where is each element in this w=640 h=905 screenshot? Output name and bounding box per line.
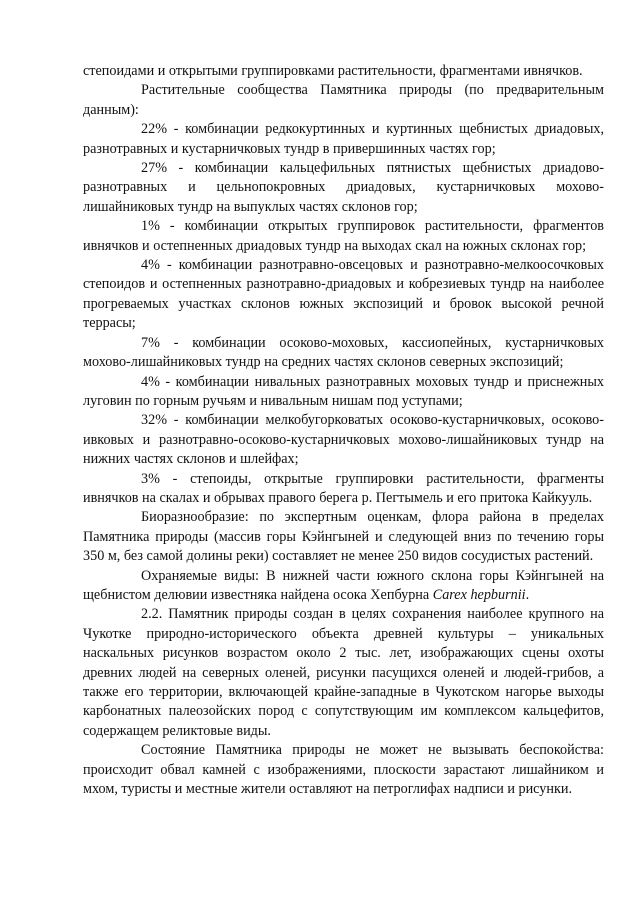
paragraph-plant-communities-intro: Растительные сообщества Памятника природы (по предварительным данным): — [83, 82, 604, 118]
list-item-4-percent-nival: 4% - комбинации нивальных разнотравных моховых тундр и приснежных луговин по горным ручьям и нивальным нишам под уступами; — [83, 373, 604, 409]
list-item-22-percent: 22% - комбинации редкокуртинных и куртинных щебнистых дриадовых, разнотравных и кустарничковых тундр в привершинных частях гор; — [83, 121, 604, 157]
protected-species-text: Охраняемые виды: В нижней части южного склона горы Кэйнгыней на щебнистом делювии известняка найдена осока Хепбурна — [83, 567, 604, 603]
list-item-32-percent: 32% - комбинации мелкобугорковатых осоково-кустарничковых, осоково-ивковых и разнотравно-осоково-кустарничковых мохово-лишайниковых тундр на нижних частях склонов и шлейфах; — [83, 412, 604, 468]
list-item-3-percent: 3% - степоиды, открытые группировки растительности, фрагменты ивнячков на скалах и обрывах правого берега р. Пегтымель и его притока Кайкууль. — [83, 470, 604, 506]
list-item-4-percent-steppoids: 4% - комбинации разнотравно-овсецовых и разнотравно-мелкоосочковых степоидов и остепненных разнотравно-дриадовых и кобрезиевых тундр на наиболее прогреваемых участках склонов южных экспозиций и бровок высокой речной террасы; — [83, 257, 604, 332]
paragraph-condition: Состояние Памятника природы не может не вызывать беспокойства: происходит обвал камней с изображениями, плоскости зарастают лишайником и мхом, туристы и местные жители оставляют на петроглифах надписи и рисунки. — [83, 742, 604, 798]
list-item-7-percent: 7% - комбинации осоково-моховых, кассиопейных, кустарничковых мохово-лишайниковых тундр на средних частях склонов северных экспозиций; — [83, 334, 604, 371]
paragraph-biodiversity: Биоразнообразие: по экспертным оценкам, флора района в пределах Памятника природы (массив горы Кэйнгыней и следующей вниз по течению горы 350 м, без самой долины реки) составляет не менее 250 видов сосудистых растений. — [83, 509, 604, 565]
protected-species-end: . — [525, 586, 530, 603]
paragraph-continuation: степоидами и открытыми группировками растительности, фрагментами ивнячков. — [83, 63, 583, 79]
paragraph-protected-species — [83, 567, 604, 606]
list-item-1-percent: 1% - комбинации открытых группировок растительности, фрагментов ивнячков и остепненных дриадовых тундр на выходах скал на южных склонах гор; — [83, 218, 604, 254]
paragraph-section-2-2: 2.2. Памятник природы создан в целях сохранения наиболее крупного на Чукотке природно-исторического объекта древней культуры – уникальных наскальных рисунков возрастом около 2 тыс. лет, изображающих сцены охоты древних людей на северных оленей, рисунки пасущихся оленей и людей-грибов, а также его территории, включающей крайне-западные в Чукотском нагорье выходы карбонатных палеозойских пород с сопутствующим им комплексом кальцефитов, содержащем реликтовые виды. — [83, 606, 604, 739]
species-latin-name: Carex hepburnii — [432, 586, 526, 603]
list-item-27-percent: 27% - комбинации кальцефильных пятнистых щебнистых дриадово-разнотравных и цельнопокровных дриадовых, кустарничковых мохово-лишайниковых тундр на выпуклых частях склонов гор; — [83, 160, 604, 215]
